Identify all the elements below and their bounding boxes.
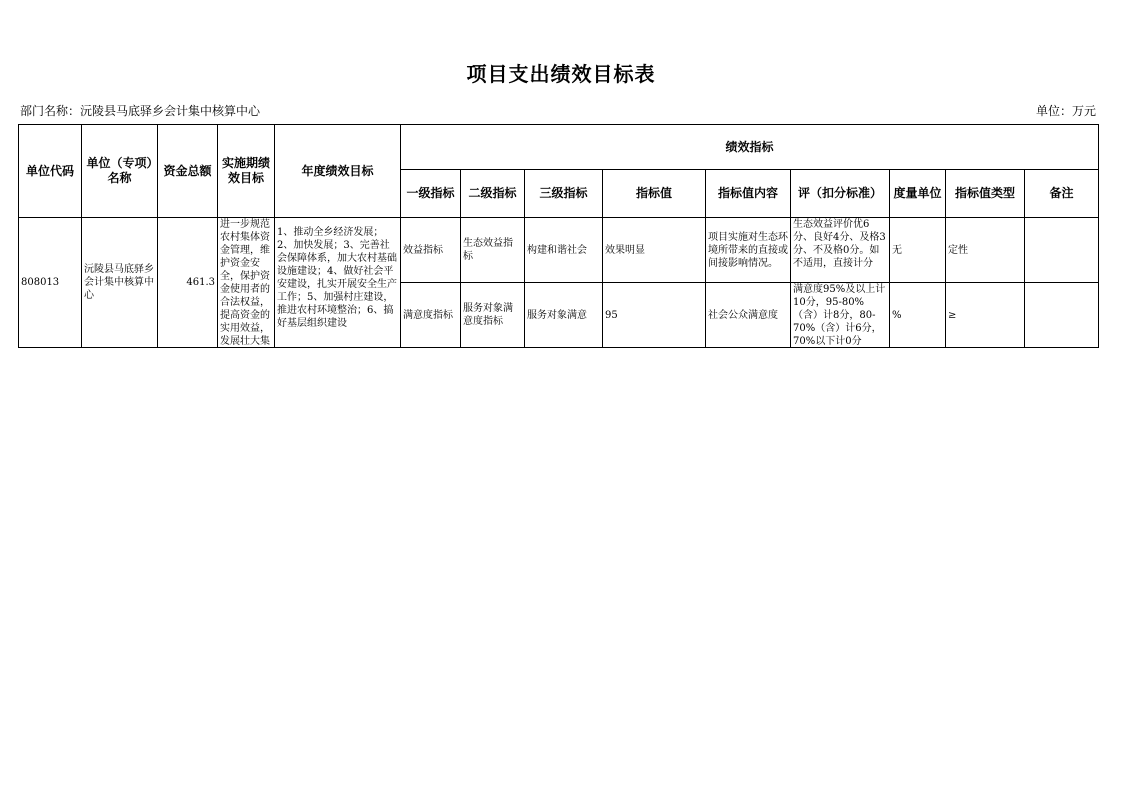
unit-name-cell: 沅陵县马底驿乡会计集中核算中心	[82, 218, 158, 348]
unit-code-cell: 808013	[19, 218, 82, 348]
level2-cell: 服务对象满意度指标	[461, 283, 525, 348]
header-unit-name: 单位（专项）名称	[82, 125, 158, 218]
period-goal-cell: 进一步规范农村集体资金管理，维护资金安全，保护资金使用者的合法权益，提高资金的实用效益，发展壮大集	[220, 219, 270, 346]
level1-cell: 效益指标	[401, 218, 461, 283]
total-funds-cell: 461.3	[158, 218, 218, 348]
scoring-cell: 满意度95%及以上计10分，95-80%（含）计8分，80-70%（含）计6分，70%以下计0分	[793, 284, 886, 347]
performance-table	[18, 124, 1099, 348]
header-annual-goal: 年度绩效目标	[275, 125, 401, 218]
remark-cell	[1025, 283, 1099, 348]
annual-goal-cell: 1、推动全乡经济发展；2、加快发展；3、完善社会保障体系，加大农村基础设施建设；4、做好社会平安建设，扎实开展安全生产工作；5、加强村庄建设，推进农村环境整治；6、搞好基层组织建设	[277, 227, 397, 329]
level3-cell: 服务对象满意	[525, 283, 603, 348]
remark-cell	[1025, 218, 1099, 283]
level3-cell: 构建和谐社会	[525, 218, 603, 283]
value-cell: 效果明显	[603, 218, 706, 283]
header-remark: 备注	[1025, 170, 1099, 218]
scoring-cell: 生态效益评价优6分、良好4分、及格3分、不及格0分。如不适用，直接计分	[793, 219, 886, 269]
header-content: 指标值内容	[706, 170, 791, 218]
value-type-cell: 定性	[946, 218, 1025, 283]
table-row	[19, 218, 1099, 283]
page-title: 项目支出绩效目标表	[466, 62, 656, 86]
header-total-funds: 资金总额	[158, 125, 218, 218]
value-type-cell: ≥	[946, 283, 1025, 348]
unit-cell: %	[890, 283, 946, 348]
header-period-goal: 实施期绩效目标	[218, 125, 275, 218]
value-cell: 95	[603, 283, 706, 348]
header-level1: 一级指标	[401, 170, 461, 218]
level2-cell: 生态效益指标	[461, 218, 525, 283]
level1-cell: 满意度指标	[401, 283, 461, 348]
content-cell: 社会公众满意度	[706, 283, 791, 348]
header-performance-indicators: 绩效指标	[401, 125, 1099, 170]
header-unit-code: 单位代码	[19, 125, 82, 218]
department-name: 部门名称：沅陵县马底驿乡会计集中核算中心	[20, 104, 261, 118]
unit-label: 单位：万元	[1036, 104, 1097, 118]
header-value-type: 指标值类型	[946, 170, 1025, 218]
unit-cell: 无	[890, 218, 946, 283]
header-level3: 三级指标	[525, 170, 603, 218]
header-level2: 二级指标	[461, 170, 525, 218]
header-scoring: 评（扣分标准）	[791, 170, 890, 218]
header-unit: 度量单位	[890, 170, 946, 218]
content-cell: 项目实施对生态环境所带来的直接或间接影响情况。	[706, 218, 791, 283]
header-value: 指标值	[603, 170, 706, 218]
